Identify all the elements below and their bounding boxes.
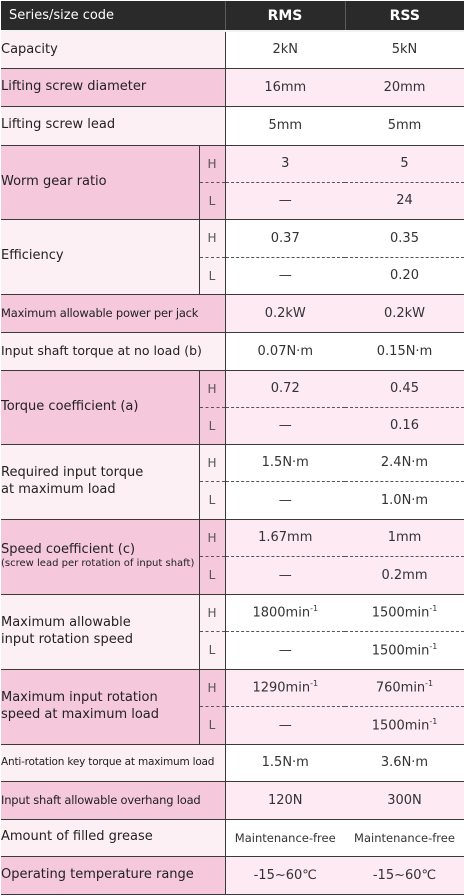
value-rss: $1500\min^{-1}$ — [345, 631, 464, 669]
h-marker: H — [199, 519, 225, 556]
value-rms: 0.2kW — [225, 294, 345, 332]
row-anti-rotation — [1, 744, 464, 781]
l-marker: L — [199, 706, 225, 744]
row-label: Lifting screw diameter — [1, 68, 225, 106]
value-rss: $1500\min^{-1}$ — [345, 594, 464, 631]
value-rss: 20mm — [345, 68, 464, 106]
row-efficiency-h — [1, 219, 464, 257]
l-marker: L — [199, 481, 225, 519]
value-rss: 24 — [345, 182, 464, 219]
value-rms: — — [225, 407, 345, 444]
value-rss: 1mm — [345, 519, 464, 556]
row-label: Maximum allowable power per jack — [1, 294, 225, 332]
value-rss: 0.45 — [345, 370, 464, 407]
value-rms: $1800\min^{-1}$ — [225, 594, 345, 631]
value-rms: — — [225, 257, 345, 294]
h-marker: H — [199, 370, 225, 407]
header-label: Series/size code — [1, 1, 225, 31]
value-rms: 3 — [225, 145, 345, 182]
h-marker: H — [199, 669, 225, 706]
value-rms: $1290\min^{-1}$ — [225, 669, 345, 706]
row-no-load-torque — [1, 332, 464, 370]
h-marker: H — [199, 145, 225, 182]
value-rms: — — [225, 631, 345, 669]
value-rms: — — [225, 182, 345, 219]
value-rss: 3.6N·m — [345, 744, 464, 781]
row-overhang — [1, 781, 464, 819]
row-label: Input shaft torque at no load (b) — [1, 332, 225, 370]
value-rms: 1.5N·m — [225, 444, 345, 481]
value-rms: 1.5N·m — [225, 744, 345, 781]
value-rss: 0.35 — [345, 219, 464, 257]
l-marker: L — [199, 631, 225, 669]
h-marker: H — [199, 594, 225, 631]
row-label: Capacity — [1, 31, 225, 68]
row-label: Efficiency — [1, 219, 199, 294]
value-rss: 300N — [345, 781, 464, 819]
row-label-main: Speed coefficient (c) — [1, 542, 136, 558]
row-temperature — [1, 856, 464, 894]
l-marker: L — [199, 257, 225, 294]
value-rms: 5mm — [225, 106, 345, 145]
l-marker: L — [199, 407, 225, 444]
row-label — [1, 594, 199, 669]
row-grease — [1, 819, 464, 856]
value-rms: — — [225, 481, 345, 519]
h-marker: H — [199, 444, 225, 481]
value-rms: 1.67mm — [225, 519, 345, 556]
value-rss: Maintenance-free — [345, 819, 464, 856]
row-label: Anti-rotation key torque at maximum load — [1, 744, 225, 781]
row-label-sub: (screw lead per rotation of input shaft) — [1, 558, 195, 570]
value-rms: -15~60℃ — [225, 856, 345, 894]
header-rss: RSS — [345, 1, 464, 31]
row-label-line2: at maximum load — [1, 481, 116, 497]
row-speed-coeff-h — [1, 519, 464, 556]
value-rms: — — [225, 556, 345, 594]
row-label: Operating temperature range — [1, 856, 225, 894]
row-label — [1, 669, 199, 744]
row-label: Input shaft allowable overhang load — [1, 781, 225, 819]
value-rss: $760\min^{-1}$ — [345, 669, 464, 706]
value-rms: 0.72 — [225, 370, 345, 407]
value-rss: 1.0N·m — [345, 481, 464, 519]
value-rms: 0.07N·m — [225, 332, 345, 370]
l-marker: L — [199, 182, 225, 219]
value-rms: 120N — [225, 781, 345, 819]
row-label-line2: speed at maximum load — [1, 706, 160, 722]
value-rss: 0.2mm — [345, 556, 464, 594]
value-rss: 5 — [345, 145, 464, 182]
value-rms: 16mm — [225, 68, 345, 106]
row-screw-diameter — [1, 68, 464, 106]
row-label: Torque coefficient (a) — [1, 370, 199, 444]
row-label-line1: Maximum allowable — [1, 615, 131, 631]
row-capacity — [1, 31, 464, 68]
value-rss: 5mm — [345, 106, 464, 145]
row-label-line2: input rotation speed — [1, 631, 133, 647]
row-required-torque-h — [1, 444, 464, 481]
row-label: Amount of filled grease — [1, 819, 225, 856]
value-rms: 2kN — [225, 31, 345, 68]
row-max-rotation-h — [1, 594, 464, 631]
value-rss: -15~60℃ — [345, 856, 464, 894]
value-rss: 5kN — [345, 31, 464, 68]
value-rms: Maintenance-free — [225, 819, 345, 856]
l-marker: L — [199, 556, 225, 594]
value-rss: 0.15N·m — [345, 332, 464, 370]
row-label-line1: Maximum input rotation — [1, 690, 158, 706]
header-row — [1, 1, 464, 31]
row-label-line1: Required input torque — [1, 465, 144, 481]
value-rss: 0.16 — [345, 407, 464, 444]
spec-table — [1, 1, 464, 895]
row-screw-lead — [1, 106, 464, 145]
h-marker: H — [199, 219, 225, 257]
value-rss: 2.4N·m — [345, 444, 464, 481]
row-label — [1, 519, 199, 594]
value-rms: — — [225, 706, 345, 744]
value-rss: 0.2kW — [345, 294, 464, 332]
value-rms: 0.37 — [225, 219, 345, 257]
row-label — [1, 444, 199, 519]
value-rss: $1500\min^{-1}$ — [345, 706, 464, 744]
value-rss: 0.20 — [345, 257, 464, 294]
row-label: Worm gear ratio — [1, 145, 199, 219]
row-worm-ratio-h — [1, 145, 464, 182]
row-max-rotation-load-h — [1, 669, 464, 706]
row-label: Lifting screw lead — [1, 106, 225, 145]
row-torque-coeff-h — [1, 370, 464, 407]
header-rms: RMS — [225, 1, 345, 31]
row-max-power — [1, 294, 464, 332]
